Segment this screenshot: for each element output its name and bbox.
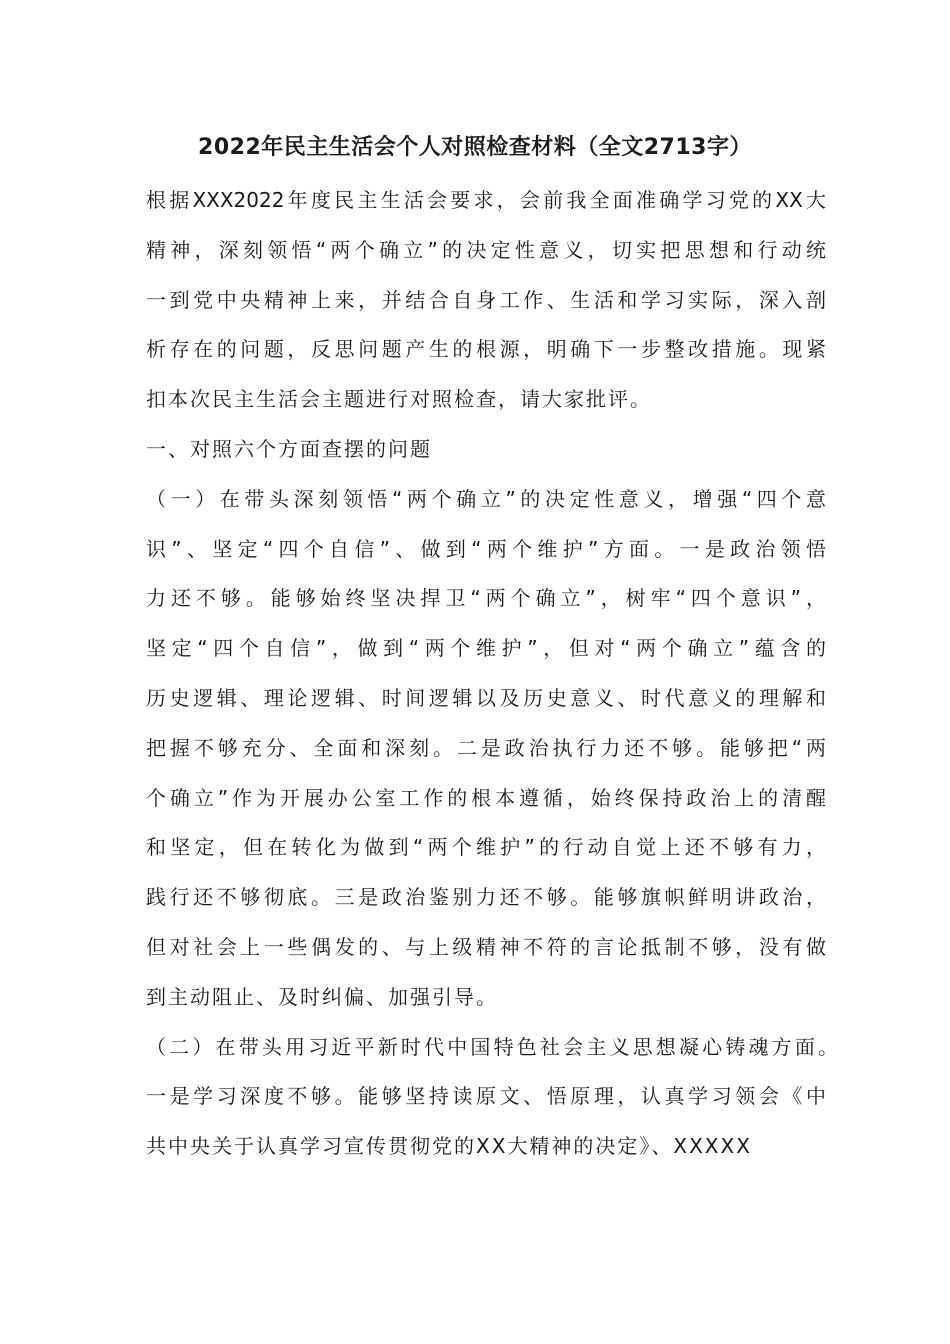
body-line: 共中央关于认真学习宣传贯彻党的XX大精神的决定》、XXXXX (146, 1134, 752, 1159)
body-line: （一）在带头深刻领悟“两个确立”的决定性意义，增强“四个意 (146, 486, 826, 511)
body-line: 精神，深刻领悟“两个确立”的决定性意义，切实把思想和行动统 (146, 237, 826, 262)
body-line: 力还不够。能够始终坚决捍卫“两个确立”，树牢“四个意识”， (146, 586, 826, 611)
body-line: 历史逻辑、理论逻辑、时间逻辑以及历史意义、时代意义的理解和 (146, 685, 826, 710)
body-line: （二）在带头用习近平新时代中国特色社会主义思想凝心铸魂方面。 (146, 1034, 838, 1059)
body-line: 个确立”作为开展办公室工作的根本遵循，始终保持政治上的清醒 (146, 785, 826, 810)
body-line: 扣本次民主生活会主题进行对照检查，请大家批评。 (146, 387, 652, 412)
body-line: 一是学习深度不够。能够坚持读原文、悟原理，认真学习领会《中 (146, 1084, 826, 1109)
body-line: 析存在的问题，反思问题产生的根源，明确下一步整改措施。现紧 (146, 337, 826, 362)
body-line: 一到党中央精神上来，并结合自身工作、生活和学习实际，深入剖 (146, 287, 826, 312)
body-line: 根据XXX2022年度民主生活会要求，会前我全面准确学习党的XX大 (146, 188, 826, 212)
body-line: 识”、坚定“四个自信”、做到“两个维护”方面。一是政治领悟 (146, 536, 826, 561)
body-line: 到主动阻止、及时纠偏、加强引导。 (146, 984, 498, 1009)
section-heading: 一、对照六个方面查摆的问题 (146, 436, 432, 461)
body-line: 把握不够充分、全面和深刻。二是政治执行力还不够。能够把“两 (146, 735, 826, 760)
body-line: 践行还不够彻底。三是政治鉴别力还不够。能够旗帜鲜明讲政治， (146, 885, 826, 910)
document-body (146, 180, 838, 1176)
document-title: 2022年民主生活会个人对照检查材料（全文2713字） (198, 135, 752, 160)
body-line: 和坚定，但在转化为做到“两个维护”的行动自觉上还不够有力， (146, 835, 826, 860)
body-line: 但对社会上一些偶发的、与上级精神不符的言论抵制不够，没有做 (146, 934, 826, 959)
body-line: 坚定“四个自信”，做到“两个维护”，但对“两个确立”蕴含的 (146, 636, 826, 661)
